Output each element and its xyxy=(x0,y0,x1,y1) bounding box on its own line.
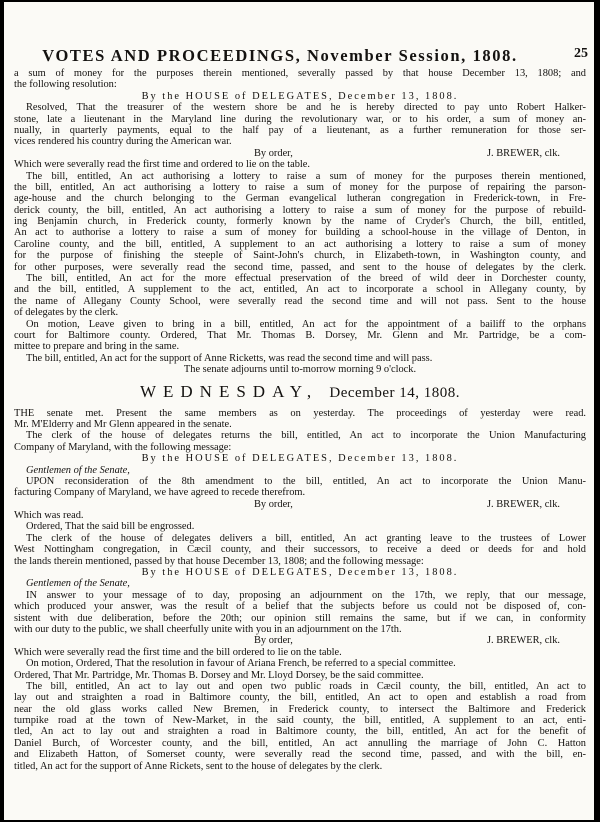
text-line: age-house and the church belonging to the German evangelical lutheran congregation in Frederick-town, in Fre- xyxy=(14,193,586,205)
text-line: The bill, entitled, An act for the support of Anne Ricketts, was read the second time and will pass. xyxy=(26,352,433,364)
page-number: 25 xyxy=(574,46,588,61)
text-line: Caroline county, and the bill, entitled, A supplement to an act authorising a lottery to raise a sum of money xyxy=(14,238,586,250)
text-line: of delegates by the clerk. xyxy=(14,307,119,319)
house-heading: By the HOUSE of DELEGATES, December 13, 1808. xyxy=(141,90,459,102)
signature-block xyxy=(14,148,586,159)
house-heading: By the HOUSE of DELEGATES, December 13, 1808. xyxy=(141,453,459,465)
day-name: WEDNESDAY, xyxy=(139,381,319,401)
header-title: VOTES AND PROCEEDINGS, November Session, 1808. xyxy=(42,46,518,65)
text-line: Which were severally read the first time and the bill ordered to lie on the table. xyxy=(14,646,342,658)
text-line: On motion, Leave given to bring in a bill, entitled, An act for the appointment of a bailiff to the orphans xyxy=(26,318,586,330)
signature-block xyxy=(14,635,586,646)
text-line: lay out and straighten a road in Baltimore county, the bill, entitled, An act to open and establish a road from xyxy=(14,692,586,704)
resolution-line: vices rendered his country during the American war. xyxy=(14,136,232,148)
resolution-line: nually, in quarterly payments, equal to the half pay of a lieutenant, as a further remuneration for those ser- xyxy=(14,124,586,136)
by-order: By order, xyxy=(254,635,293,647)
text-line: Daniel Burch, of Worcester county, and the bill, entitled, An act annulling the marriage of John C. Hatton xyxy=(14,737,586,749)
text-line: The clerk of the house of delegates returns the bill, entitled, An act to incorporate the Union Manufacturing xyxy=(26,430,586,442)
text-line: sistent with due deliberation, before the 20th; our opinion still remains the same, but if we can, in conformity xyxy=(14,612,586,624)
text-line: An act to authorise a lottery to raise a sum of money for building a school-house in the village of Denton, in xyxy=(14,227,586,239)
text-line: Ordered, That Mr. Partridge, Mr. Thomas B. Dorsey and Mr. Lloyd Dorsey, be the said committee. xyxy=(14,669,424,681)
running-header xyxy=(12,46,588,68)
text-line: which produced your answer, was the result of a belief that the subjects before us could not be disposed of, con- xyxy=(14,601,586,613)
text-line: facturing Company of Maryland, we have agreed to recede therefrom. xyxy=(14,487,306,499)
signature-block xyxy=(14,499,586,510)
text-line: West Nottingham congregation, in Cæcil county, and their successors, to receive a deed or deeds for and hold xyxy=(14,544,586,556)
text-line: Which were severally read the first time and ordered to lie on the table. xyxy=(14,159,311,171)
clerk-name: J. BREWER, clk. xyxy=(486,635,560,647)
text-line: derick county, the bill, entitled, An act authorising a lottery to raise a sum of money for the purpose of rebuild- xyxy=(14,204,586,216)
text-line: The bill, entitled, An act authorising a lottery to raise a sum of money for the purposes therein mentioned, xyxy=(26,170,586,182)
clerk-name: J. BREWER, clk. xyxy=(486,498,560,510)
text-line: the bill, entitled, An act authorising a lottery to raise a sum of money for the purpose of repairing the parson- xyxy=(14,181,586,193)
salutation: Gentlemen of the Senate, xyxy=(26,578,130,590)
text-line: near the old glass works called New Bremen, in Frederick county, to intersect the Baltimore and Frederick xyxy=(14,703,586,715)
text-line: The bill, entitled, An act for the more effectual preservation of the breed of wild deer in Dorchester county, xyxy=(26,273,586,285)
adjournment-line: The senate adjourns until to-morrow morning 9 o'clock. xyxy=(183,364,417,376)
text-line: the lands therein mentioned, passed by that house December 13, 1808; and the following message: xyxy=(14,555,424,567)
clerk-name: J. BREWER, clk. xyxy=(486,147,560,159)
text-line: the following resolution: xyxy=(14,79,117,91)
text-line: turnpike road at the town of New-Market, in the said county, the bill, entitled, A supplement to an act, enti- xyxy=(14,715,586,727)
text-line: IN answer to your message of to day, proposing an adjournment on the 17th, we reply, that our message, xyxy=(26,589,586,601)
resolution-line: Resolved, That the treasurer of the western shore be and he is hereby directed to pay unto Robert Halker- xyxy=(26,102,586,114)
text-line: Which was read. xyxy=(14,510,84,522)
text-line: ing Benjamin church, in Frederick county, formerly known by the name of Cryder's Church, the bill, entitled, xyxy=(14,216,586,228)
document-body xyxy=(14,68,586,772)
text-line: titled, An act for the support of Anne Rickets, sent to the house of delegates by the clerk. xyxy=(14,760,383,772)
text-line: a sum of money for the purposes therein mentioned, severally passed by that house December 13, 1808; and xyxy=(14,68,586,79)
text-line: with our duty to the public, we shall cheerfully unite with you in an adjournment on the 17th. xyxy=(14,623,402,635)
salutation: Gentlemen of the Senate, xyxy=(26,464,130,476)
resolution-line: stone, late a lieutenant in the Maryland line during the revolutionary war, or to his order, a sum of money an- xyxy=(14,113,586,125)
text-line: Ordered, That the said bill be engrossed. xyxy=(26,521,195,533)
text-line: for the purpose of finishing the steeple of Saint-John's church, in Elizabeth-town, in Washington county, and xyxy=(14,250,586,262)
by-order: By order, xyxy=(254,147,293,159)
day-heading xyxy=(14,376,586,408)
text-line: court for Baltimore county. Ordered, That Mr. Thomas B. Dorsey, Mr. Glenn and Mr. Partridge, be a com- xyxy=(14,329,586,341)
text-line: Company of Maryland, with the following message: xyxy=(14,441,232,453)
by-order: By order, xyxy=(254,498,293,510)
text-line: Mr. M'Elderry and Mr Glenn appeared in the senate. xyxy=(14,418,232,430)
text-line: On motion, Ordered, That the resolution in favour of Ariana French, be referred to a special committee. xyxy=(26,658,456,670)
text-line: tled, An act to lay out and straighten a road in Baltimore county, the bill, entitled, An act for the benefit of xyxy=(14,726,586,738)
text-line: and the bill, entitled, A supplement to the act, entitled, An act to incorporate a school in Allegany county, by xyxy=(14,284,586,296)
text-line: mittee to prepare and bring in the same. xyxy=(14,341,180,353)
text-line: UPON reconsideration of the 8th amendment to the bill, entitled, An act to incorporate the Union Manu- xyxy=(26,475,586,487)
text-line: for other purposes, were severally read the second time, passed, and sent to the house of delegates by the clerk. xyxy=(14,261,586,273)
document-page xyxy=(4,2,594,820)
text-line: The clerk of the house of delegates delivers a bill, entitled, An act granting leave to the trustees of Lower xyxy=(26,532,586,544)
text-line: The bill, entitled, An act to lay out and open two public roads in Cæcil county, the bill, entitled, An act to xyxy=(26,680,586,692)
text-line: and Elizabeth Hatton, of Somerset county, were severally read the second time, passed, and with the bill, en- xyxy=(14,749,586,761)
text-line: THE senate met. Present the same members as on yesterday. The proceedings of yesterday were read. xyxy=(14,407,586,419)
day-date: December 14, 1808. xyxy=(329,384,461,401)
house-heading: By the HOUSE of DELEGATES, December 13, 1808. xyxy=(141,567,459,579)
text-line: the name of Allegany County School, were severally read the second time and will not pass. Sent to the house xyxy=(14,295,586,307)
